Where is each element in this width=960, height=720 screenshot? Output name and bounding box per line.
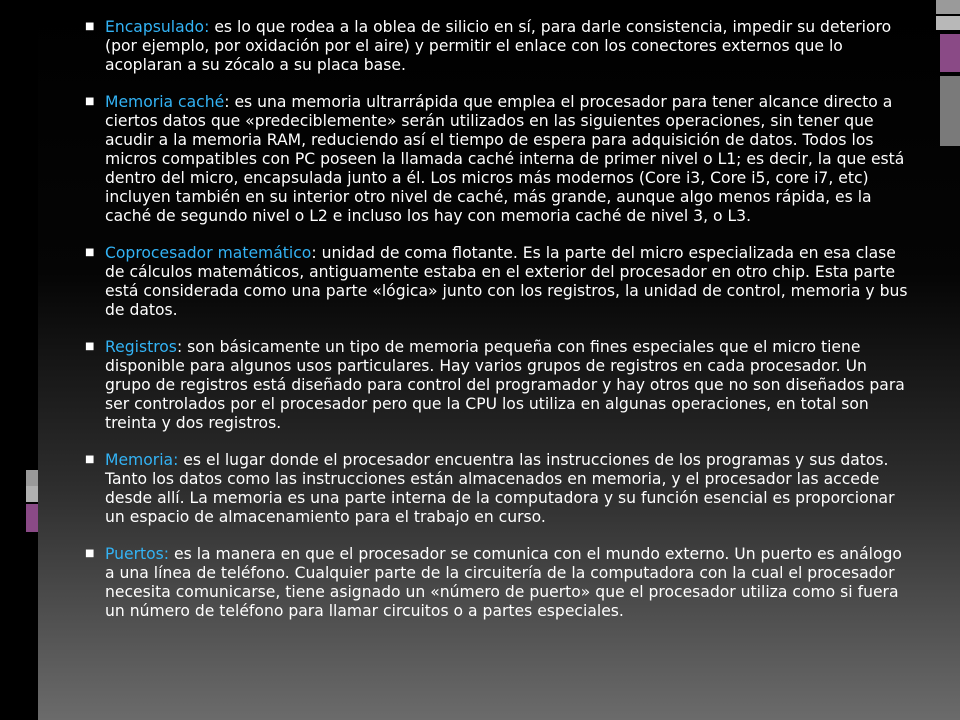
top-right-decoration — [936, 0, 960, 150]
term-separator: : — [224, 93, 235, 111]
deco-bar-2 — [936, 16, 960, 30]
square-bullet-icon: ■ — [85, 21, 95, 32]
term-encapsulado: Encapsulado — [105, 18, 205, 36]
term-coprocesador: Coprocesador matemático — [105, 244, 312, 262]
left-deco-bar-purple — [26, 504, 38, 532]
description-memoria-cache: es una memoria ultrarrápida que emplea el procesador para tener alcance directo a ciertos datos que «predeciblemente» serán utilizados en las siguientes operaciones, sin tener que acudir a la memoria RAM, reduciendo así el tiempo de espera para adquisición de datos. Todos los micros compatibles con PC poseen la llamada caché interna de primer nivel o L1; es decir, la que está dentro del micro, encapsulada junto a él. Los micros más modernos (Core i3, Core i5, core i7, etc) incluyen también en su interior otro nivel de caché, más grande, aunque algo menos rápida, es la caché de segundo nivel o L2 e incluso los hay con memoria caché de nivel 3, o L3. — [105, 93, 905, 225]
list-item-registros — [85, 338, 915, 433]
term-puertos: Puertos — [105, 545, 164, 563]
term-separator: : — [311, 244, 322, 262]
left-deco-bar-gray-1 — [26, 470, 38, 486]
description-encapsulado: es lo que rodea a la oblea de silicio en sí, para darle consistencia, impedir su deterioro (por ejemplo, por oxidación por el aire) y permitir el enlace con los conectores externos que lo acoplaran a su zócalo a su placa base. — [105, 18, 892, 74]
square-bullet-icon: ■ — [85, 247, 95, 258]
deco-bar-1 — [936, 0, 960, 14]
term-separator: : — [204, 18, 215, 36]
list-item-memoria-cache — [85, 93, 915, 226]
term-registros: Registros — [105, 338, 177, 356]
square-bullet-icon: ■ — [85, 96, 95, 107]
list-item-coprocesador — [85, 244, 915, 320]
term-separator: : — [163, 545, 175, 563]
term-separator: : — [173, 451, 184, 469]
list-item-encapsulado — [85, 18, 915, 75]
left-deco-bar-gray-2 — [26, 486, 38, 502]
square-bullet-icon: ■ — [85, 341, 95, 352]
description-coprocesador: unidad de coma flotante. Es la parte del micro especializada en esa clase de cálculos matemáticos, antiguamente estaba en el exterior del procesador en otro chip. Esta parte está considerada como una parte «lógica» junto con los registros, la unidad de control, memoria y bus de datos. — [105, 244, 908, 319]
term-separator: : — [176, 338, 188, 356]
deco-bar-4 — [940, 76, 960, 146]
square-bullet-icon: ■ — [85, 454, 95, 465]
description-puertos: es la manera en que el procesador se comunica con el mundo externo. Un puerto es análogo a una línea de teléfono. Cualquier parte de la circuitería de la computadora con la cual el procesador necesita comunicarse, tiene asignado un «número de puerto» que el procesador utiliza como si fuera un número de teléfono para llamar circuitos o a partes especiales. — [105, 545, 902, 620]
list-item-memoria — [85, 451, 915, 527]
description-memoria: es el lugar donde el procesador encuentra las instrucciones de los programas y sus datos. Tanto los datos como las instrucciones están almacenados en memoria, y el procesador las accede desde allí. La memoria es una parte interna de la computadora y su función esencial es proporcionar un espacio de almacenamiento para el trabajo en curso. — [105, 451, 895, 526]
square-bullet-icon: ■ — [85, 548, 95, 559]
deco-bar-3 — [940, 34, 960, 72]
list-item-puertos — [85, 545, 915, 621]
term-memoria-cache: Memoria caché — [105, 93, 225, 111]
left-margin-strip — [0, 0, 38, 720]
description-registros: son básicamente un tipo de memoria pequeña con fines especiales que el micro tiene disponible para algunos usos particulares. Hay varios grupos de registros en cada procesador. Un grupo de registros está diseñado para control del programador y hay otros que no son diseñados para ser controlados por el procesador pero que la CPU los utiliza en algunas operaciones, en total son treinta y dos registros. — [105, 338, 905, 432]
bullet-list — [85, 18, 915, 639]
term-memoria: Memoria — [105, 451, 174, 469]
